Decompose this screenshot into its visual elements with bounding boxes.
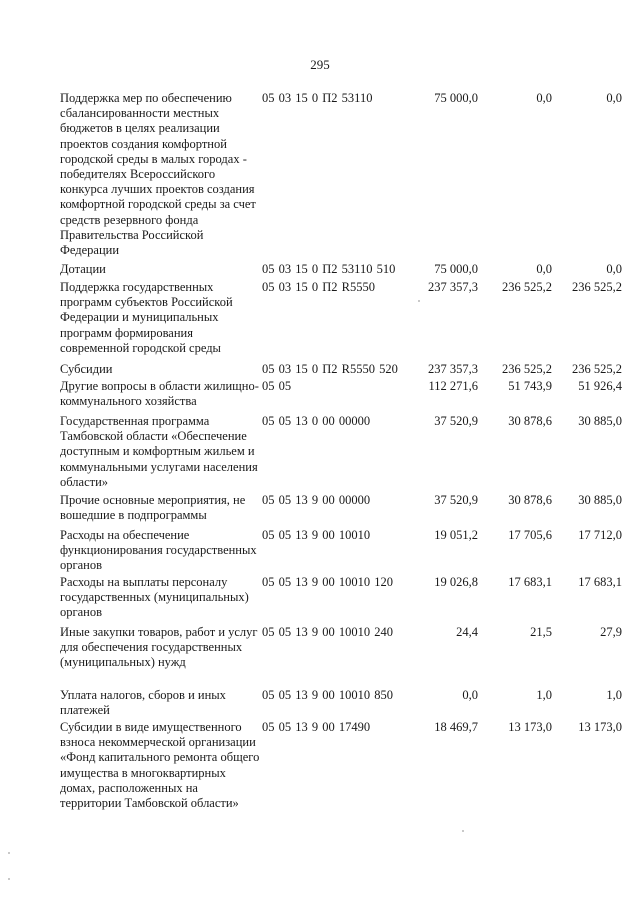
- row-code: 05 05 13 9 00 00000: [262, 493, 371, 507]
- scan-speck: [462, 830, 464, 832]
- row-name: Уплата налогов, сборов и иных платежей: [60, 688, 226, 718]
- row-name: Другие вопросы в области жилищно-коммунального хозяйства: [60, 379, 259, 409]
- row-value-3: 13 173,0: [578, 720, 622, 734]
- row-code: 05 05 13 9 00 17490: [262, 720, 371, 734]
- row-name: Расходы на обеспечение функционирования государственных органов: [60, 528, 257, 573]
- row-value-3: 30 885,0: [578, 414, 622, 428]
- row-value-1: 237 357,3: [428, 362, 478, 376]
- row-value-1: 18 469,7: [434, 720, 478, 734]
- row-value-2: 17 683,1: [508, 575, 552, 589]
- row-value-3: 17 683,1: [578, 575, 622, 589]
- row-value-1: 37 520,9: [434, 493, 478, 507]
- row-value-1: 0,0: [462, 688, 478, 702]
- row-value-1: 237 357,3: [428, 280, 478, 294]
- row-value-2: 236 525,2: [502, 280, 552, 294]
- scan-speck: [418, 300, 420, 302]
- row-code: 05 05 13 9 00 10010 850: [262, 688, 393, 702]
- row-value-1: 24,4: [456, 625, 478, 639]
- row-code: 05 03 15 0 П2 R5550: [262, 280, 375, 294]
- row-value-3: 236 525,2: [572, 280, 622, 294]
- row-name: Поддержка мер по обеспечению сбалансированности местных бюджетов в целях реализации проектов создания комфортной городской среды в малых городах - победителях Всероссийского конкурса лучших проектов создания комфортной городской среды за счет средств резервного фонда Правительства Российской Федерации: [60, 91, 256, 258]
- page-number: 295: [310, 57, 330, 72]
- row-value-1: 19 026,8: [434, 575, 478, 589]
- row-value-2: 17 705,6: [508, 528, 552, 542]
- row-value-3: 30 885,0: [578, 493, 622, 507]
- row-value-1: 75 000,0: [434, 91, 478, 105]
- row-value-1: 37 520,9: [434, 414, 478, 428]
- row-name: Субсидии в виде имущественного взноса некоммерческой организации «Фонд капитального ремонта общего имущества в многоквартирных домах, расположенных на территории Тамбовской области»: [60, 720, 260, 811]
- row-value-3: 1,0: [606, 688, 622, 702]
- row-value-3: 17 712,0: [578, 528, 622, 542]
- row-name: Прочие основные мероприятия, не вошедшие в подпрограммы: [60, 493, 246, 523]
- row-value-2: 13 173,0: [508, 720, 552, 734]
- row-name: Иные закупки товаров, работ и услуг для обеспечения государственных (муниципальных) нужд: [60, 625, 258, 670]
- row-value-2: 236 525,2: [502, 362, 552, 376]
- row-value-1: 75 000,0: [434, 262, 478, 276]
- row-name: Поддержка государственных программ субъектов Российской Федерации и муниципальных программ формирования современной городской среды: [60, 280, 233, 355]
- row-name: Субсидии: [60, 362, 113, 376]
- scan-speck: [8, 852, 10, 854]
- row-code: 05 03 15 0 П2 R5550 520: [262, 362, 398, 376]
- row-code: 05 05 13 9 00 10010 120: [262, 575, 393, 589]
- row-value-2: 30 878,6: [508, 414, 552, 428]
- row-name: Государственная программа Тамбовской области «Обеспечение доступным и комфортным жильем и коммунальными услугами населения области»: [60, 414, 258, 489]
- row-code: 05 05: [262, 379, 292, 393]
- scan-speck: [8, 878, 10, 880]
- row-value-2: 0,0: [536, 262, 552, 276]
- row-value-1: 19 051,2: [434, 528, 478, 542]
- row-value-2: 30 878,6: [508, 493, 552, 507]
- row-value-3: 236 525,2: [572, 362, 622, 376]
- row-code: 05 03 15 0 П2 53110: [262, 91, 373, 105]
- row-code: 05 05 13 9 00 10010 240: [262, 625, 393, 639]
- row-code: 05 05 13 0 00 00000: [262, 414, 371, 428]
- row-value-2: 0,0: [536, 91, 552, 105]
- row-value-3: 0,0: [606, 262, 622, 276]
- row-value-3: 0,0: [606, 91, 622, 105]
- row-name: Дотации: [60, 262, 106, 276]
- row-value-2: 21,5: [530, 625, 552, 639]
- row-value-1: 112 271,6: [428, 379, 478, 393]
- row-value-2: 1,0: [536, 688, 552, 702]
- row-code: 05 05 13 9 00 10010: [262, 528, 371, 542]
- row-value-3: 51 926,4: [578, 379, 622, 393]
- row-value-2: 51 743,9: [508, 379, 552, 393]
- row-name: Расходы на выплаты персоналу государственных (муниципальных) органов: [60, 575, 249, 620]
- row-value-3: 27,9: [600, 625, 622, 639]
- row-code: 05 03 15 0 П2 53110 510: [262, 262, 396, 276]
